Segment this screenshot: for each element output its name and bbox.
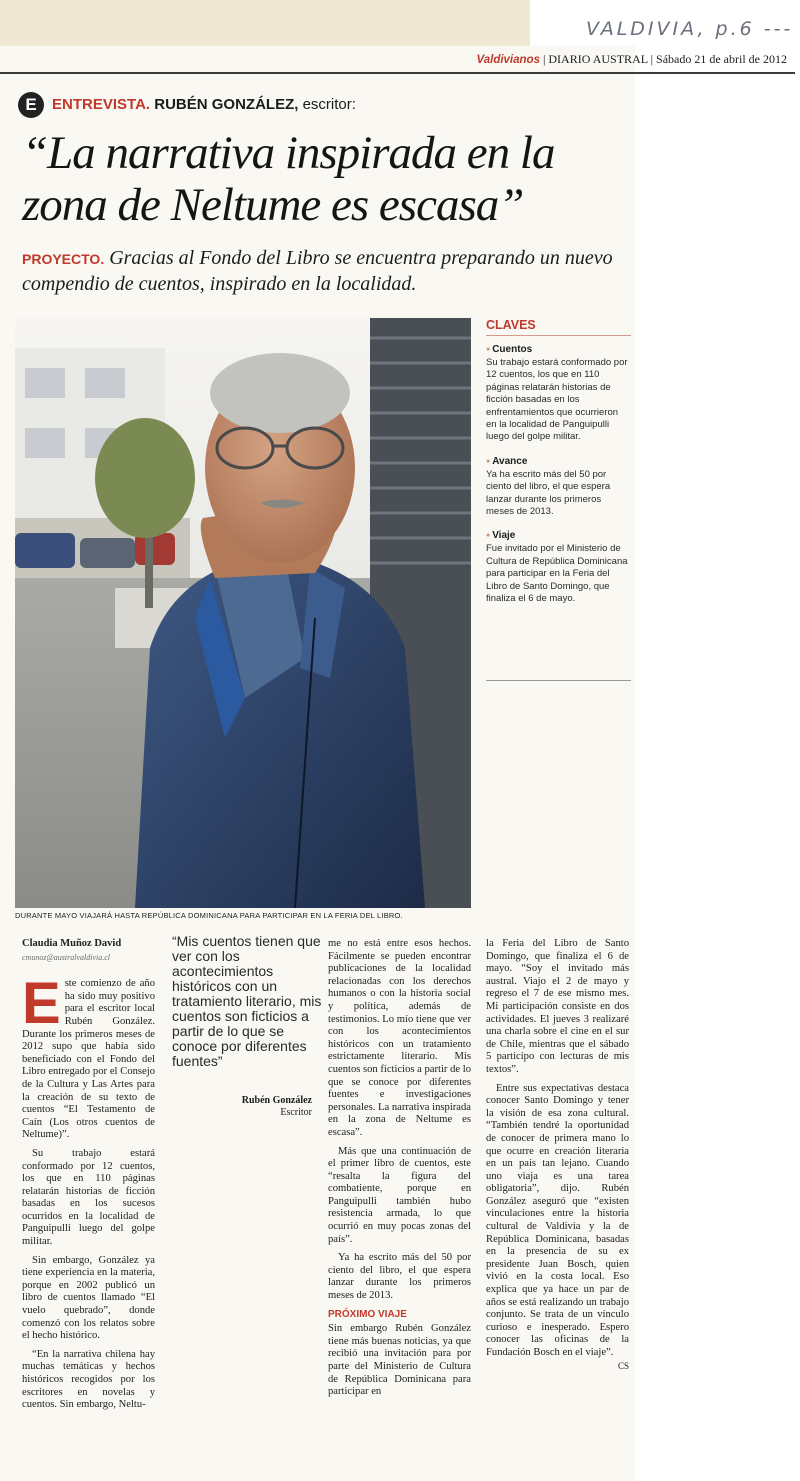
scan-top-strip <box>0 0 530 46</box>
deck <box>22 246 622 297</box>
claves-sidebar <box>486 318 631 618</box>
clave-title: ● Cuentos <box>486 344 631 355</box>
clave-text: Fue invitado por el Ministerio de Cultura de República Dominicana para participar en la Feria del Libro de Santo Domingo, que finaliza el 6 de mayo. <box>486 543 628 605</box>
blank-margin <box>635 46 800 1481</box>
claves-title: CLAVES <box>486 318 631 336</box>
clave-title: ● Viaje <box>486 530 631 541</box>
body-paragraph <box>22 971 155 1142</box>
end-mark: CS <box>617 1360 629 1371</box>
pull-quote-role: Escritor <box>280 1107 312 1118</box>
pull-quote-author: Rubén González <box>241 1095 312 1106</box>
body-paragraph: “En la narrativa chilena hay muchas temáticas y hechos históricos recogidos por los escritores en novelas y cuentos. Sin embargo, Neltu- <box>22 1348 155 1411</box>
body-column-1 <box>22 938 155 1418</box>
kicker <box>52 96 356 113</box>
issue-date: Sábado 21 de abril de 2012 <box>656 52 787 66</box>
body-paragraph: Ya ha escrito más del 50 por ciento del libro, el que espera lanzar durante los primeros meses de 2013. <box>328 1252 471 1302</box>
kicker-role: escritor: <box>302 96 356 113</box>
pull-quote: “Mis cuentos tienen que ver con los acontecimientos históricos con un tratamiento literario, mis cuentos son ficticios a partir de lo que se conoce por diferentes fuentes” <box>172 933 322 1069</box>
kicker-label: ENTREVISTA. <box>52 96 151 113</box>
handwritten-note: VALDIVIA, p.6 --- <box>586 18 794 40</box>
deck-label: PROYECTO. <box>22 251 105 267</box>
subhead: PRÓXIMO VIAJE <box>328 1308 407 1320</box>
body-column-4 <box>486 938 629 1372</box>
deck-text: Gracias al Fondo del Libro se encuentra preparando un nuevo compendio de cuentos, inspirado en la localidad. <box>22 247 613 295</box>
photo-caption: DURANTE MAYO VIAJARÁ HASTA REPÚBLICA DOMINICANA PARA PARTICIPAR EN LA FERIA DEL LIBRO. <box>15 911 403 920</box>
headline: “La narrativa inspirada en la zona de Neltume es escasa” <box>22 127 555 231</box>
section-name: Valdivianos <box>476 54 540 66</box>
byline-email: cmunoz@australvaldivia.cl <box>22 952 111 962</box>
clave-text: Su trabajo estará conformado por 12 cuentos, los que en 110 páginas relatarán historias de ficción basadas en los enfrentamientos que ocurrieron en la localidad de Panguipulli luego del golpe militar. <box>486 357 628 443</box>
pull-quote-attribution <box>172 1095 312 1119</box>
clave-title: ● Avance <box>486 456 631 467</box>
portrait-photo-illustration <box>15 318 471 908</box>
claves-rule <box>486 680 631 681</box>
clave-text: Ya ha escrito más del 50 por ciento del libro, el que espera lanzar durante los primeros meses de 2013. <box>486 468 611 518</box>
body-paragraph: me no está entre esos hechos. Fácilmente se pueden encontrar publicaciones de la localidad relacionadas con los derechos humanos o con la historia social y política, además de testimonios. Lo mío tiene que ver con los acontecimientos históricos con un tratamiento estrictamente literario. Mis cuentos son ficticios a partir de lo que se conoce por diferentes fuentes e investigaciones personales. La narrativa inspirada en la zona de Neltume es escasa”. <box>328 938 471 1138</box>
header-rule <box>0 72 795 74</box>
clave-item <box>486 344 631 444</box>
body-paragraph: Más que una continuación de el primer libro de cuentos, este “resalta la figura del combatiente, porque en Panguipulli también hubo resistencia armada, lo que ocurrió en muy pocas zonas del país”. <box>328 1145 471 1245</box>
body-column-3 <box>328 938 471 1405</box>
drop-cap: E <box>22 971 61 1037</box>
clave-item <box>486 530 631 605</box>
page-header: Valdivianos | DIARIO AUSTRAL | Sábado 21 de abril de 2012 <box>476 52 787 66</box>
body-paragraph: la Feria del Libro de Santo Domingo, que finaliza el 6 de mayo. “Soy el invitado más austral. Viajo el 2 de mayo y regreso el 7 de ese mismo mes. Mi participación consiste en dos actividades. El jueves 3 realizaré una charla sobre el cine en el sur de Chile, mientras que el sábado 5 participo con lecturas de mis textos”. <box>486 938 629 1075</box>
section-badge: E <box>18 92 44 118</box>
byline-author: Claudia Muñoz David <box>22 938 122 949</box>
body-paragraph: Sin embargo, González ya tiene experiencia en la materia, porque en 2002 publicó un libro de cuentos llamado “El vuelo quebrado”, donde comenzó con los relatos sobre el hecho histórico. <box>22 1254 155 1342</box>
kicker-name: RUBÉN GONZÁLEZ, <box>154 96 299 113</box>
portrait-photo <box>15 318 471 908</box>
body-paragraph <box>486 1082 629 1371</box>
body-paragraph-text: Entre sus expectativas destaca conocer Santo Domingo y tener la visión de esa zona cultural. “También tendré la oportunidad de conocer de primera mano lo que ocurre en creación literaria en un país tan lejano. Cuando uno viaja es una tarea obligatoria”, dijo. Rubén González aseguró que “existen vinculaciones entre la historia cultural de Valdivia y la de República Dominicana, basadas en la presencia de su ex presidente Juan Bosch, quien vivió en la costa local. Eso explica que ya hace un par de años se está realizando un trabajo conjunto. Se trata de un vínculo curioso e inesperado. Espero conocer las oficinas de la Fundación Bosch en el viaje”. <box>486 1082 629 1358</box>
body-paragraph-text: ste comienzo de año ha sido muy positivo para el escritor local Rubén González. Durante los primeros meses de 2012 supo que había sido beneficiado con el Fondo del Libro entregado por el Consejo de la Cultura y Las Artes para la creación de su texto de cuentos “El Testamento de Caín (Los otros cuentos de Neltume)”. <box>22 978 155 1141</box>
newspaper-name: DIARIO AUSTRAL <box>548 52 648 66</box>
body-paragraph: Sin embargo Rubén González tiene más buenas noticias, ya que recibió una invitación para por parte del Ministerio de Cultura de República Dominicana para participar en <box>328 1323 471 1398</box>
body-paragraph: Su trabajo estará conformado por 12 cuentos, los que en 110 páginas relatarán historias de ficción basadas en los sucesos ocurridos en la localidad de Panguipulli luego del golpe militar. <box>22 1147 155 1248</box>
clave-item <box>486 456 631 519</box>
